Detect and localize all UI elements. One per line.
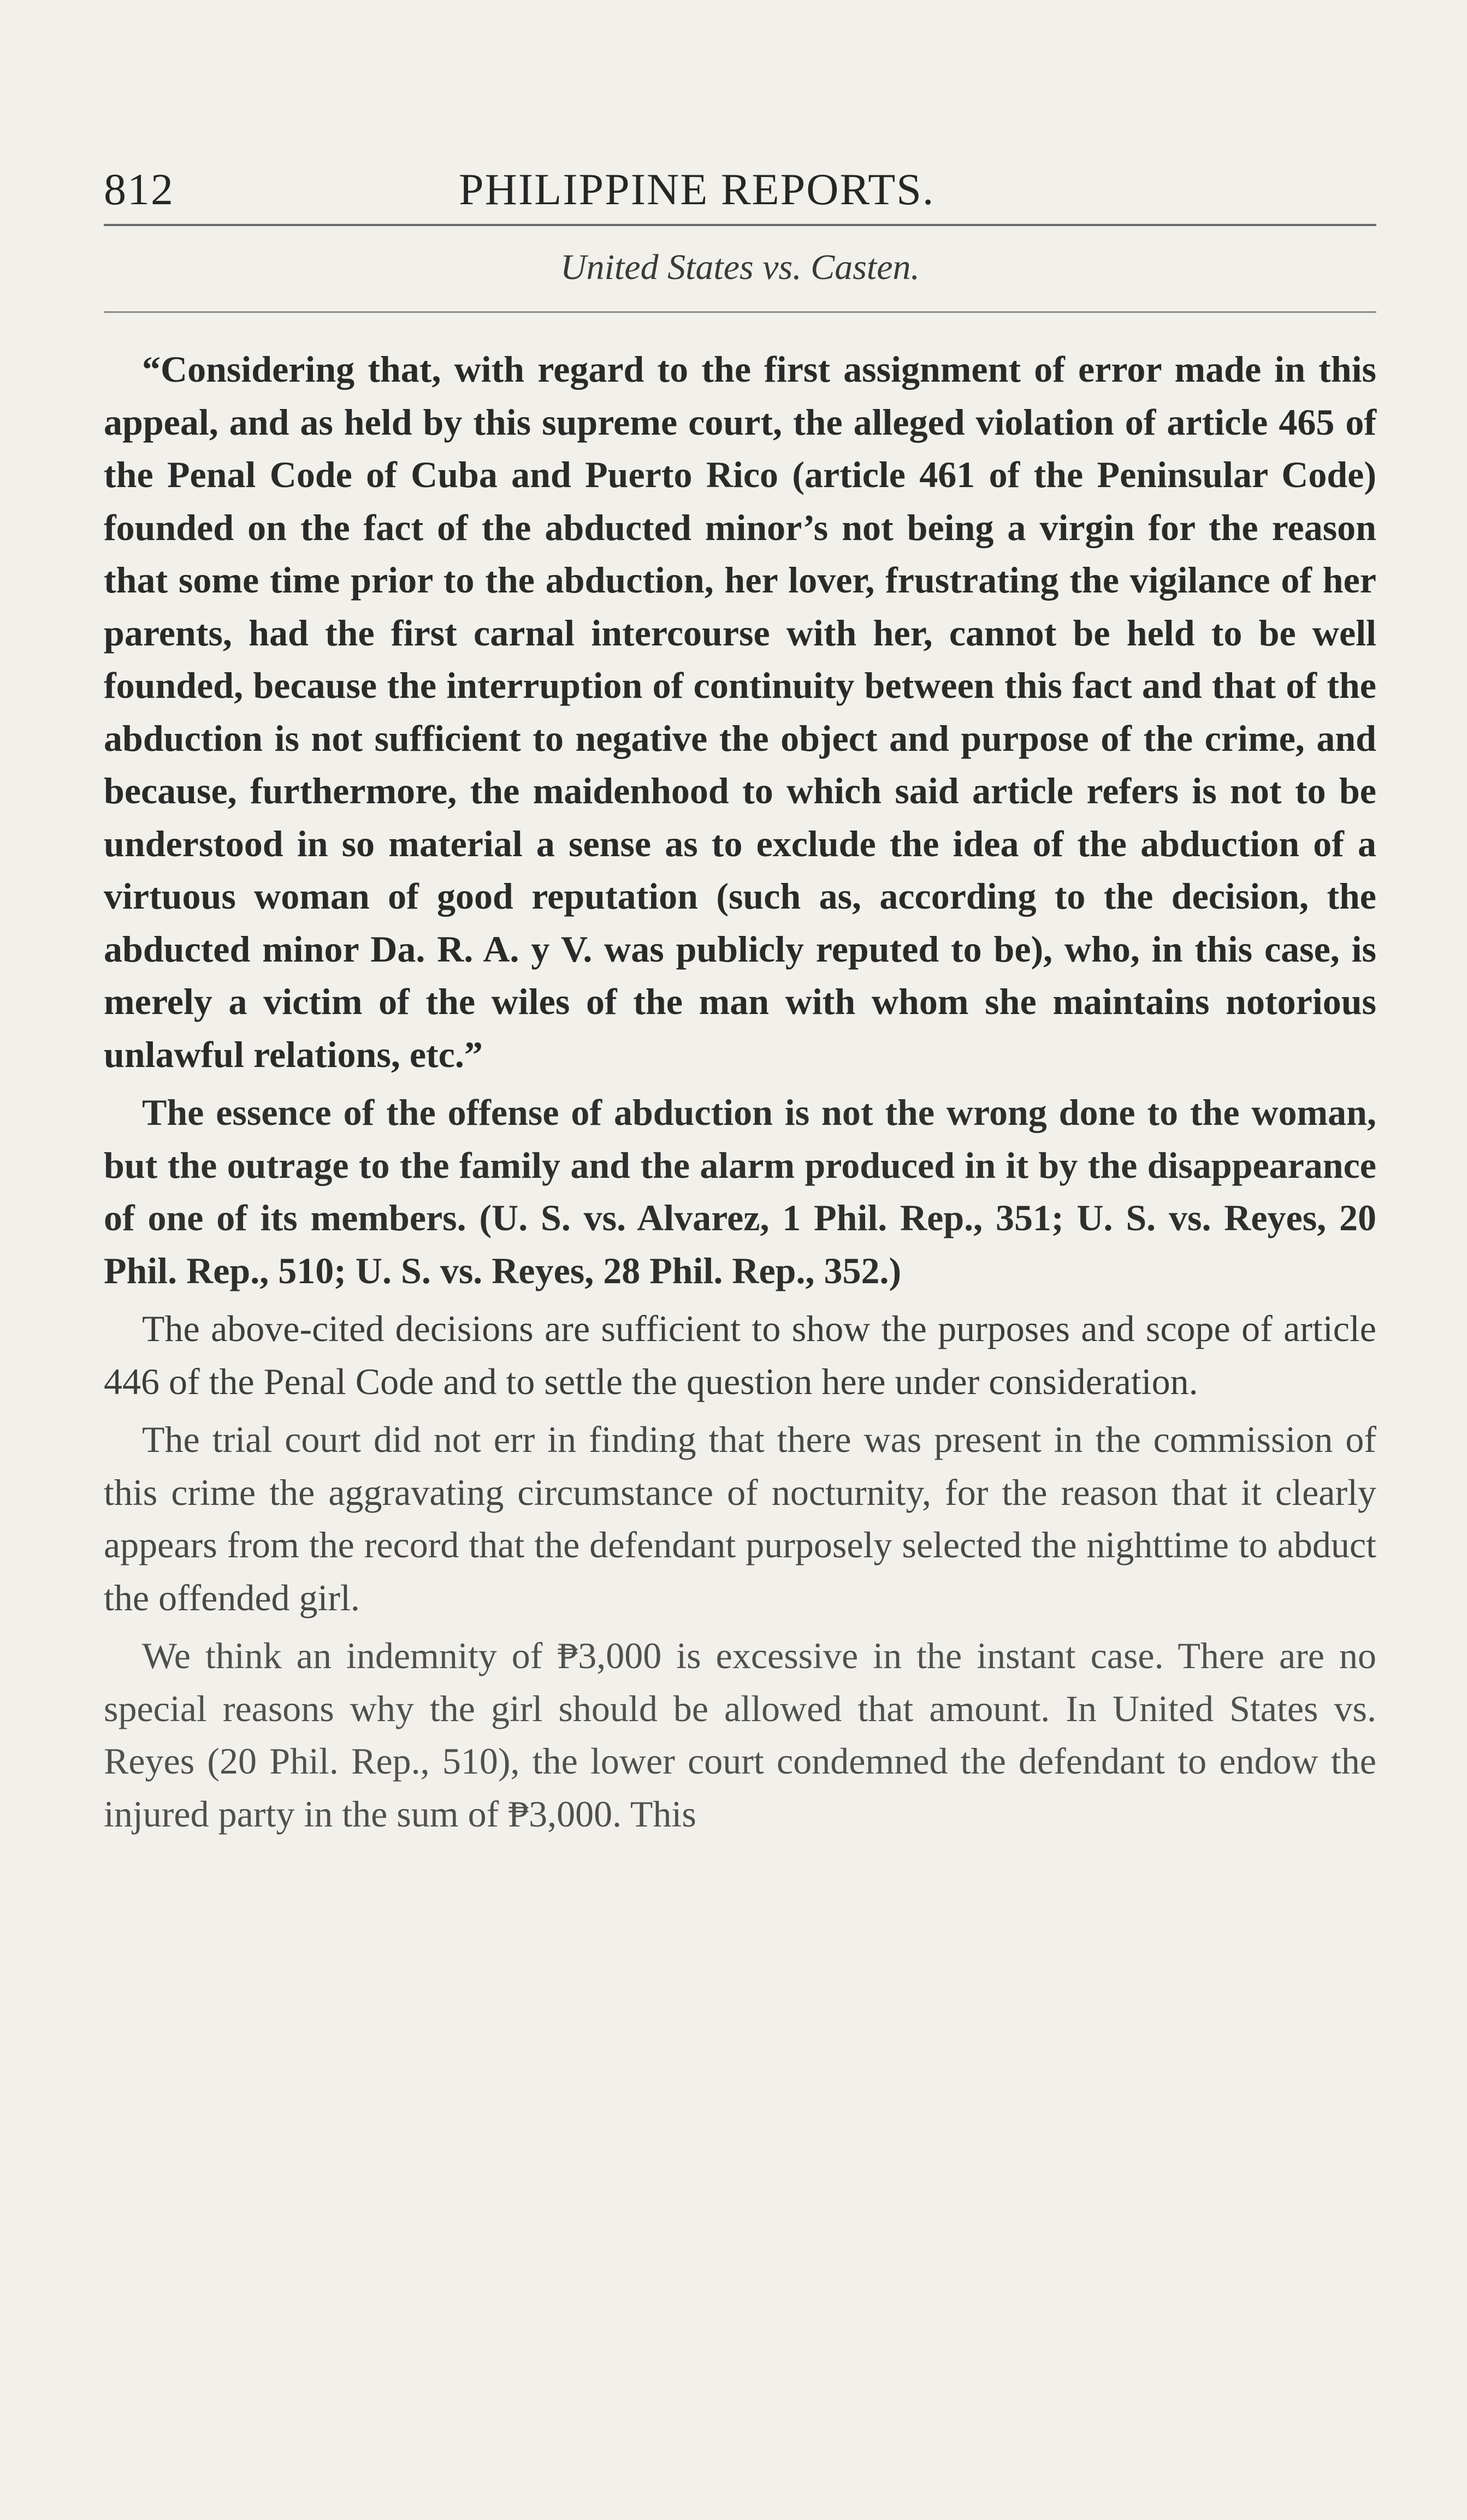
report-title: PHILIPPINE REPORTS. (459, 164, 935, 214)
document-page (104, 158, 1376, 1846)
running-head (104, 158, 1376, 224)
paragraph-indemnity: We think an indemnity of ₱3,000 is excessive in the instant case. There are no special reasons why the girl should be allowed that amount. In United States vs. Reyes (20 Phil. Rep., 510), the lower court condemned the defendant to endow the injured party in the sum of ₱3,000. This (104, 1635, 1376, 1835)
page-number: 812 (104, 164, 174, 214)
quoted-paragraph: “Considering that, with regard to the first assignment of error made in this appeal, and as held by this supreme court, the alleged violation of article 465 of the Penal Code of Cuba and Puerto Rico (article 461 of the Peninsular Code) founded on the fact of the abducted minor’s not being a virgin for the reason that some time prior to the abduction, her lover, frustrating the vigilance of her parents, had the first carnal intercourse with her, cannot be held to be well founded, because the interruption of continuity between this fact and that of the abduction is not sufficient to negative the object and purpose of the crime, and because, furthermore, the maidenhood to which said article refers is not to be understood in so material a sense as to exclude the idea of the abduction of a virtuous woman of good reputation (such as, according to the decision, the abducted minor Da. R. A. y V. was publicly reputed to be), who, in this case, is merely a victim of the wiles of the man with whom she maintains notorious unlawful relations, etc.” (104, 348, 1376, 1075)
paragraph-nocturnity: The trial court did not err in finding that there was present in the commission of this crime the aggravating circumstance of nocturnity, for the reason that it clearly appears from the record that the defendant purposely selected the nighttime to abduct the offended girl. (104, 1419, 1376, 1618)
paragraph-cited-decisions: The above-cited decisions are sufficient to show the purposes and scope of article 446 of the Penal Code and to settle the question here under consideration. (104, 1308, 1376, 1402)
paragraph-essence-of-abduction: The essence of the offense of abduction is not the wrong done to the woman, but the outrage to the family and the alarm produced in it by the disappearance of one of its members. (U. S. vs. Alvarez, 1 Phil. Rep., 351; U. S. vs. Reyes, 20 Phil. Rep., 510; U. S. vs. Reyes, 28 Phil. Rep., 352.) (104, 1092, 1376, 1291)
case-title-rule (104, 311, 1376, 313)
case-title: United States vs. Casten. (560, 247, 920, 287)
body-text (104, 343, 1376, 1840)
